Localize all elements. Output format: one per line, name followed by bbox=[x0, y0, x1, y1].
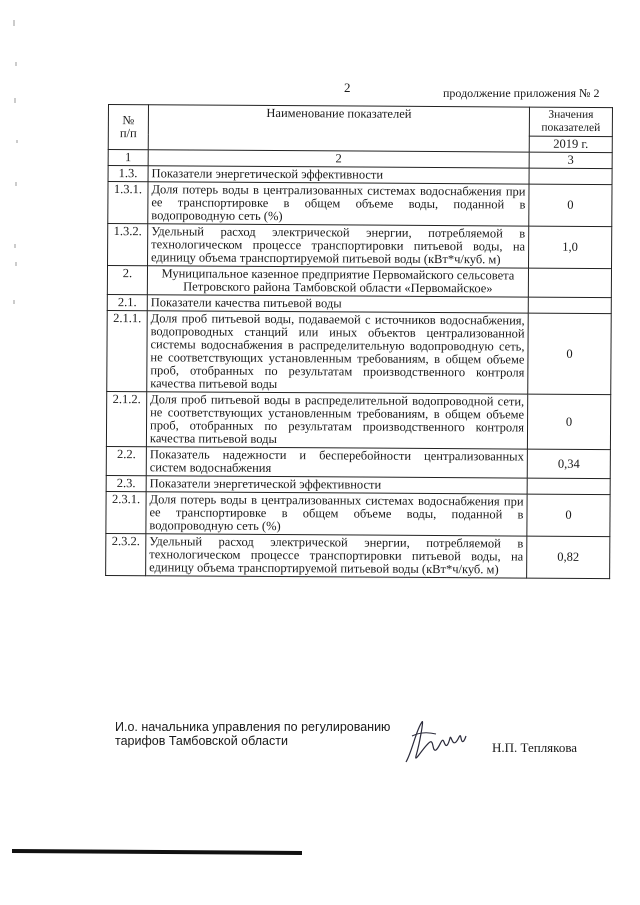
table-row bbox=[108, 224, 612, 269]
scan-edge-marks bbox=[0, 0, 40, 905]
row-num: 1.3.1. bbox=[108, 182, 148, 224]
row-value bbox=[529, 168, 612, 185]
row-num: 1.3.2. bbox=[108, 224, 148, 266]
table-row bbox=[106, 491, 610, 536]
table-row bbox=[107, 266, 611, 298]
row-value bbox=[528, 297, 611, 314]
table-row bbox=[108, 182, 612, 227]
table-row bbox=[106, 446, 610, 478]
row-name: Показатели энергетической эффективности bbox=[148, 166, 529, 184]
row-value: 0 bbox=[527, 394, 610, 450]
row-num: 2.1.2. bbox=[106, 391, 146, 446]
table-row bbox=[107, 310, 611, 394]
row-name: Муниципальное казенное предприятие Первомайского сельсовета Петровского района Тамбовской области «Первомайское» bbox=[147, 266, 528, 297]
row-num: 2.3.2. bbox=[106, 533, 146, 575]
header-num: № п/п bbox=[108, 105, 148, 150]
row-num: 2. bbox=[107, 266, 147, 295]
row-num: 2.1. bbox=[107, 294, 147, 310]
continuation-note: продолжение приложения № 2 bbox=[443, 86, 600, 100]
handwritten-signature bbox=[398, 712, 473, 772]
row-value: 0 bbox=[527, 494, 610, 537]
table-row bbox=[106, 533, 610, 578]
row-name: Удельный расход электрической энергии, потребляемой в технологическом процессе транспортировки питьевой воды, на единицу объема транспортируемой питьевой воды (кВт*ч/куб. м) bbox=[148, 224, 529, 268]
row-value: 1,0 bbox=[529, 226, 612, 269]
row-name: Удельный расход электрической энергии, потребляемой в технологическом процессе транспортировки питьевой воды, на единицу объема транспортируемой питьевой воды (кВт*ч/куб. м) bbox=[146, 534, 527, 578]
row-name: Доля проб питьевой воды, подаваемой с источников водоснабжения, водопроводных станций или иных объектов централизованной системы водоснабжения в распределительную водопроводную сеть, не соответствующих установленным требованиям, в общем объеме проб, отобранных по результатам производственного контроля качества питьевой воды bbox=[147, 311, 528, 394]
row-value bbox=[527, 478, 610, 495]
row-name: Доля потерь воды в централизованных системах водоснабжения при ее транспортировке в общем объеме воды, поданной в водопроводную сеть (%) bbox=[146, 492, 527, 536]
row-name: Доля проб питьевой воды в распределительной водопроводной сети, не соответствующих установленным требованиям, в общем объеме проб, отобранных по результатам производственного контроля качества питьевой воды bbox=[146, 392, 527, 449]
colnum-1: 1 bbox=[108, 150, 148, 166]
signer-name: Н.П. Теплякова bbox=[492, 740, 578, 755]
page-number: 2 bbox=[344, 80, 351, 95]
header-value: Значения показателей bbox=[529, 107, 612, 137]
row-value: 0 bbox=[528, 313, 611, 395]
indicators-table bbox=[105, 104, 613, 579]
signature-position bbox=[115, 720, 390, 748]
row-num: 1.3. bbox=[108, 166, 148, 182]
colnum-2: 2 bbox=[148, 150, 529, 168]
row-num: 2.3.1. bbox=[106, 491, 146, 533]
row-name: Показатели качества питьевой воды bbox=[147, 295, 528, 313]
row-name: Доля потерь воды в централизованных системах водоснабжения при ее транспортировке в общем объеме воды, поданной в водопроводную сеть (%) bbox=[148, 182, 529, 226]
row-value: 0,34 bbox=[527, 449, 610, 479]
position-line-2: тарифов Тамбовской области bbox=[115, 734, 288, 748]
row-name: Показатели энергетической эффективности bbox=[146, 476, 527, 494]
colnum-3: 3 bbox=[529, 152, 612, 169]
row-num: 2.2. bbox=[106, 446, 146, 475]
table-header-row bbox=[108, 105, 612, 137]
row-value: 0 bbox=[529, 184, 612, 227]
row-num: 2.3. bbox=[106, 475, 146, 491]
header-name: Наименование показателей bbox=[148, 105, 529, 152]
header-year: 2019 г. bbox=[529, 136, 612, 153]
row-name: Показатель надежности и бесперебойности централизованных систем водоснабжения bbox=[146, 447, 527, 478]
row-value: 0,82 bbox=[527, 536, 610, 579]
row-num: 2.1.1. bbox=[107, 310, 147, 391]
scan-bottom-line bbox=[12, 849, 302, 855]
row-value bbox=[528, 268, 611, 298]
table-row bbox=[106, 391, 610, 449]
position-line-1: И.о. начальника управления по регулированию bbox=[115, 720, 391, 734]
